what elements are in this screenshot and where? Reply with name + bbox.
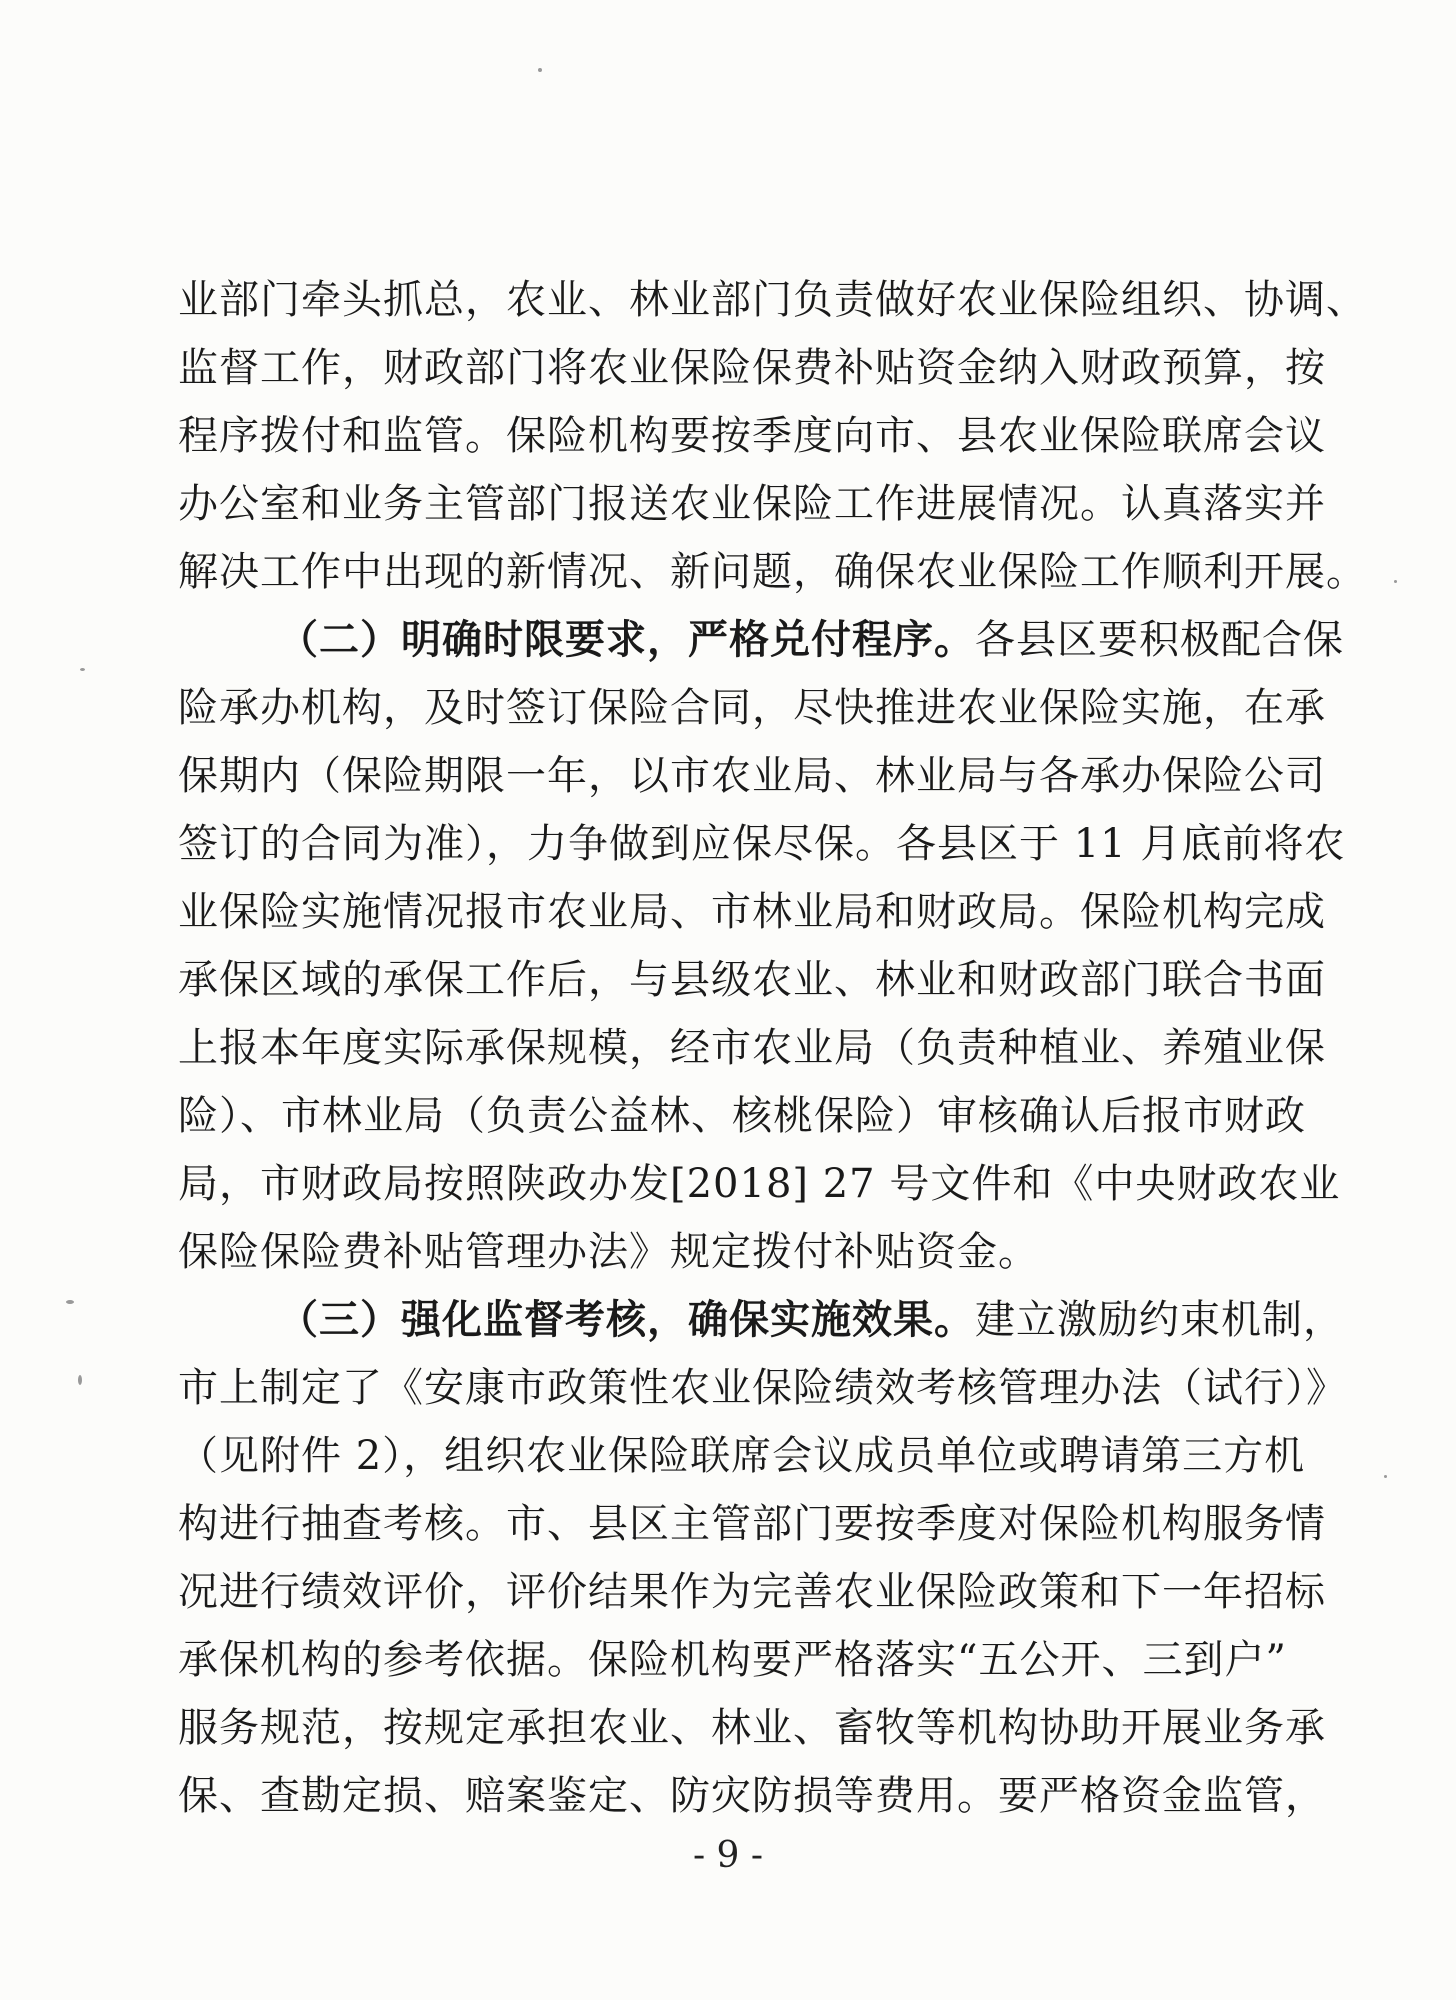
text-line: 保险保险费补贴管理办法》规定拨付补贴资金。 <box>178 1229 1039 1275</box>
text-line: 签订的合同为准），力争做到应保尽保。各县区于 11 月底前将农 <box>178 821 1346 867</box>
scan-speck <box>1394 580 1397 583</box>
scan-speck <box>78 1375 82 1385</box>
text-line: 局，市财政局按照陕政办发[2018] 27 号文件和《中央财政农业 <box>178 1161 1341 1207</box>
text-line: 市上制定了《安康市政策性农业保险绩效考核管理办法（试行）》 <box>178 1365 1347 1411</box>
text-line: 保、查勘定损、赔案鉴定、防灾防损等费用。要严格资金监管， <box>178 1773 1326 1819</box>
text-line: 办公室和业务主管部门报送农业保险工作进展情况。认真落实并 <box>178 481 1326 527</box>
page-number: - 9 - <box>692 1835 764 1876</box>
paragraph-first-line <box>178 1286 1344 1354</box>
text-line: 解决工作中出现的新情况、新问题，确保农业保险工作顺利开展。 <box>178 549 1367 595</box>
body-text <box>178 266 1367 1830</box>
text-line: 程序拨付和监管。保险机构要按季度向市、县农业保险联席会议 <box>178 413 1326 459</box>
scan-speck <box>1384 1475 1387 1478</box>
text-span: 各县区要积极配合保 <box>975 617 1344 663</box>
text-line: 监督工作，财政部门将农业保险保费补贴资金纳入财政预算，按 <box>178 345 1326 391</box>
section-heading: （三）强化监督考核，确保实施效果。 <box>278 1296 975 1343</box>
text-line: 险）、市林业局（负责公益林、核桃保险）审核确认后报市财政 <box>178 1093 1306 1139</box>
scan-speck <box>66 1300 74 1304</box>
text-line: 承保机构的参考依据。保险机构要严格落实“五公开、三到户” <box>178 1637 1287 1683</box>
text-line: 上报本年度实际承保规模，经市农业局（负责种植业、养殖业保 <box>178 1025 1326 1071</box>
text-line: 业保险实施情况报市农业局、市林业局和财政局。保险机构完成 <box>178 889 1326 935</box>
text-line: （见附件 2），组织农业保险联席会议成员单位或聘请第三方机 <box>178 1433 1306 1479</box>
text-line: 况进行绩效评价，评价结果作为完善农业保险政策和下一年招标 <box>178 1569 1326 1615</box>
paragraph-first-line <box>178 606 1344 674</box>
scan-speck <box>538 68 542 72</box>
text-line: 业部门牵头抓总，农业、林业部门负责做好农业保险组织、协调、 <box>178 277 1367 323</box>
scan-speck <box>80 668 85 671</box>
text-span: 建立激励约束机制， <box>975 1297 1344 1343</box>
text-line: 保期内（保险期限一年，以市农业局、林业局与各承办保险公司 <box>178 753 1326 799</box>
text-line: 险承办机构，及时签订保险合同，尽快推进农业保险实施，在承 <box>178 685 1326 731</box>
text-line: 服务规范，按规定承担农业、林业、畜牧等机构协助开展业务承 <box>178 1705 1326 1751</box>
text-line: 构进行抽查考核。市、县区主管部门要按季度对保险机构服务情 <box>178 1501 1326 1547</box>
text-line: 承保区域的承保工作后，与县级农业、林业和财政部门联合书面 <box>178 957 1326 1003</box>
section-heading: （二）明确时限要求，严格兑付程序。 <box>278 616 975 663</box>
